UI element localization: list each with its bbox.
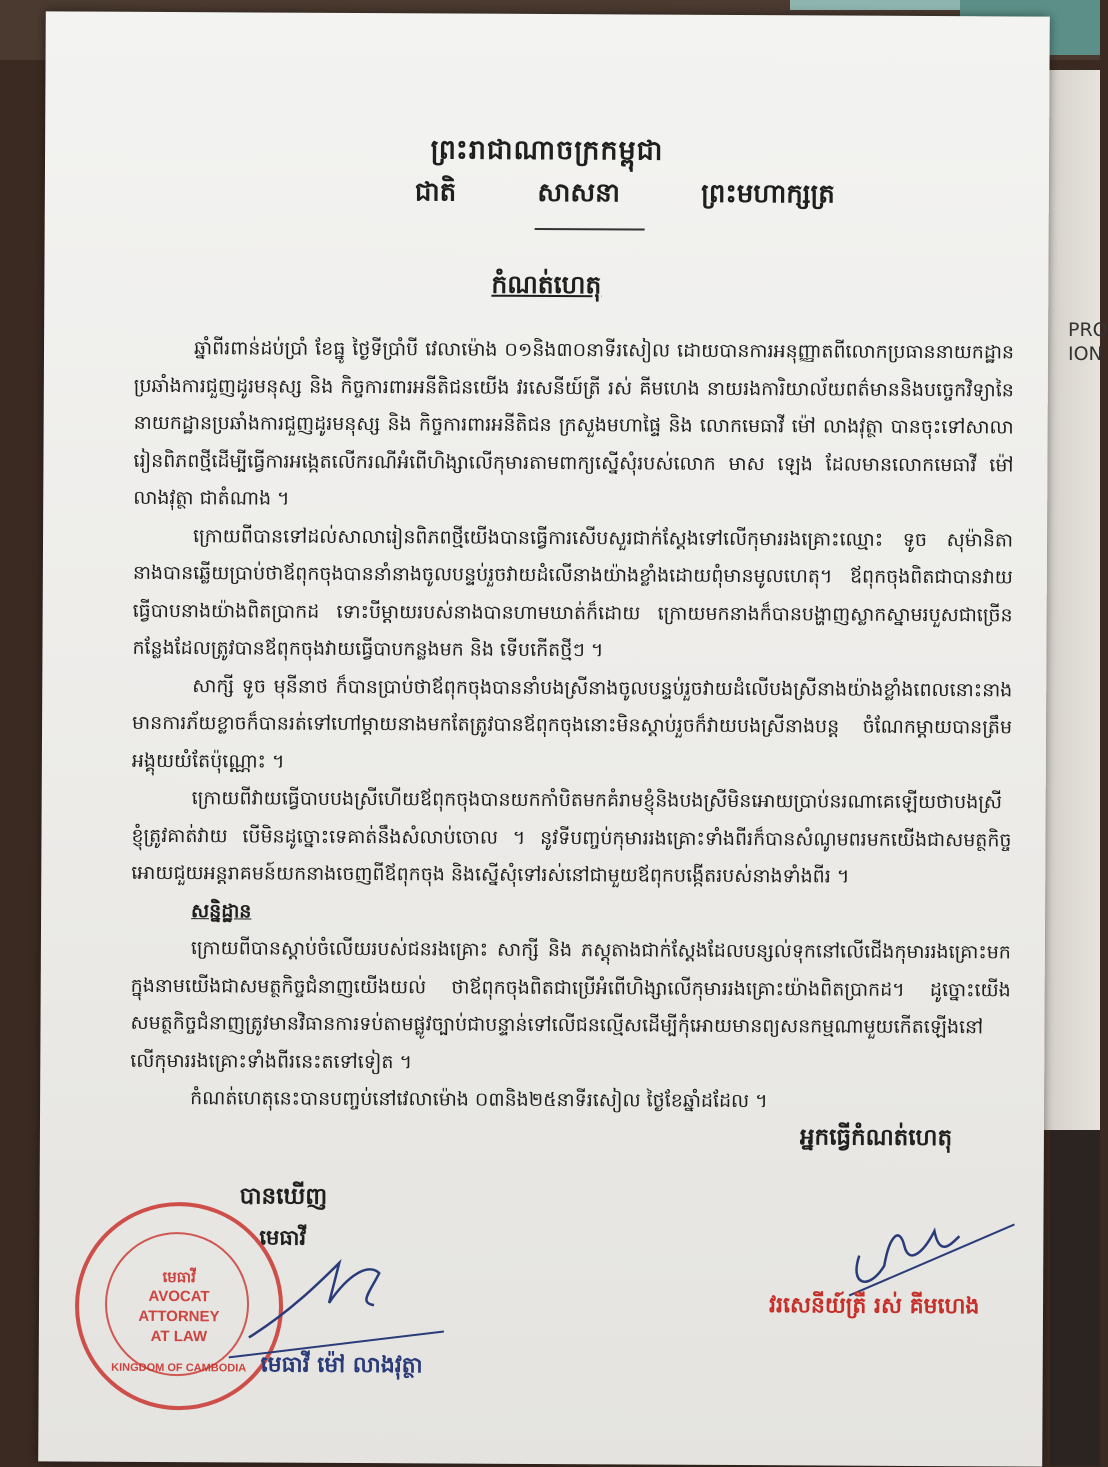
- closing-paragraph: កំណត់ហេតុនេះបានបញ្ចប់នៅវេលាម៉ោង ០៣និង២៥នាទីរសៀល ថ្ងៃខែឆ្នាំដដែល ។: [190, 1087, 768, 1113]
- desk-background: [1050, 1130, 1100, 1466]
- document-body: [130, 330, 1014, 1122]
- lawyer-name: មេធាវី ម៉ៅ លាងវុត្ថា: [260, 1351, 423, 1379]
- body-paragraph: សាក្សី ទូច មុនីនាថ ក៏បានប្រាប់ថាឪពុកចុងបាននាំបងស្រីនាងចូលបន្ទប់រួចវាយដំលើបងស្រីនាងយ៉ាងខ្លាំងពេលនោះនាងមានការភ័យខ្លាចក៏បានរត់ទៅហៅម្តាយនាងមកតែត្រូវបានឪពុកចុងនោះមិនស្តាប់រួចក៏វាយបងស្រីនាងបន្ត ចំណែកម្តាយបានត្រឹមអង្គុយយំតែប៉ុណ្ណោះ ។: [131, 674, 1013, 773]
- officer-name: វរសេនីយ៍ត្រី រស់ គីមហេង: [768, 1292, 980, 1320]
- document-title: កំណត់ហេតុ: [491, 269, 602, 300]
- background-paper-label: PRO ION: [1068, 319, 1108, 365]
- stamp-ring-text: KINGDOM OF CAMBODIA: [111, 1361, 247, 1375]
- stamp-text: ATTORNEY: [138, 1307, 220, 1326]
- motto-word: ជាតិ: [414, 177, 457, 208]
- header-divider: [535, 228, 645, 231]
- stamp-text: AVOCAT: [148, 1287, 210, 1306]
- kingdom-header: ព្រះរាជាណាចក្រកម្ពុជា: [430, 134, 664, 167]
- conclusion-heading: សន្និដ្ឋាន: [191, 899, 252, 922]
- stamp-text: AT LAW: [150, 1327, 208, 1346]
- lawyer-signature: [229, 1242, 460, 1363]
- body-paragraph: ក្រោយពីវាយធ្វើបាបបងស្រីហើយឪពុកចុងបានយកកាំបិតមកគំរាមខ្ញុំនិងបងស្រីមិនអោយប្រាប់នរណាគេឡើយថាបងស្រីខ្ញុំត្រូវគាត់វាយ បើមិនដូច្នោះទេគាត់នឹងសំលាប់ចោល ។ នូវទីបញ្ចប់កុមាររងគ្រោះទាំងពីរក៏បានសំណូមពរមកយើងជាសមត្ថកិច្ចអោយជួយអន្តរាគមន៍យកនាងចេញពីឪពុកចុង និងស្នើសុំទៅរស់នៅជាមួយឪពុកបង្កើតរបស់នាងទាំងពីរ ។: [131, 787, 1012, 888]
- national-motto: [415, 175, 835, 215]
- lawyer-label: មេធាវី: [259, 1224, 307, 1250]
- motto-word: ព្រះមហាក្សត្រ: [701, 178, 835, 210]
- conclusion-paragraph: ក្រោយពីបានស្តាប់ចំលើយរបស់ជនរងគ្រោះ សាក្សី និង ភស្តុតាងជាក់ស្តែងដែលបន្សល់ទុកនៅលើជើងកុមាររងគ្រោះមក ក្នុងនាមយើងជាសមត្ថកិច្ចជំនាញយើងយល់ ថាឪពុកចុងពិតជាប្រើអំពើហិង្សាលើកុមាររងគ្រោះយ៉ាងពិតប្រាកដ។ ដូច្នោះយើងសមត្ថកិច្ចជំនាញត្រូវមានវិធានការទប់តាមផ្លូវច្បាប់ជាបន្ទាន់ទៅលើជនល្មើសដើម្បីកុំអោយមានព្យសនកម្មណាមួយកើតឡើងនៅលើកុមាររងគ្រោះទាំងពីរនេះតទៅទៀត ។: [130, 937, 1011, 1073]
- document-page: [38, 11, 1050, 1466]
- body-paragraph: ក្រោយពីបានទៅដល់សាលារៀនពិភពថ្មីយើងបានធ្វើការសើបសួរជាក់ស្តែងទៅលើកុមាររងគ្រោះឈ្មោះ ទូច សុម៉ានិតា នាងបានឆ្លើយប្រាប់ថាឪពុកចុងបាននាំនាងចូលបន្ទប់រួចវាយដំលើនាងយ៉ាងខ្លាំងដោយពុំមានមូលហេតុ។ ឪពុកចុងពិតជាបានវាយធ្វើបាបនាងយ៉ាងពិតប្រាកដ ទោះបីម្តាយរបស់នាងបានហាមឃាត់ក៏ដោយ ក្រោយមកនាងក៏បានបង្ហាញស្លាកស្នាមរបួសជាច្រើនកន្លែងដែលត្រូវបានឪពុកចុងវាយធ្វើបាបកន្លងមក និង ទើបកើតថ្មីៗ ។: [132, 524, 1014, 662]
- body-paragraph: ឆ្នាំពីរពាន់ដប់ប្រាំ ខែធ្នូ ថ្ងៃទីប្រាំបី វេលាម៉ោង ០១និង៣០នាទីរសៀល ដោយបានការអនុញ្ញាតពីលោកប្រធាននាយកដ្ឋានប្រឆាំងការជួញដូរមនុស្ស និង កិច្ចការពារអនីតិជនយើង វរសេនីយ៍ត្រី រស់ គីមហេង នាយរងការិយាល័យពត៌មាននិងបច្ចេកវិទ្យានៃនាយកដ្ឋានប្រឆាំងការជួញដូរមនុស្ស និង កិច្ចការពារអនីតិជន ក្រសួងមហាផ្ទៃ និង លោកមេធាវី ម៉ៅ លាងវុត្ថា បានចុះទៅសាលារៀនពិភពថ្មីដើម្បីធ្វើការអង្កេតលើករណីអំពើហិង្សាលើកុមារតាមពាក្យស្នើសុំរបស់លោក មាស ឡេង ដែលមានលោកមេធាវី ម៉ៅ លាងវុត្ថា ជាតំណាង ។: [133, 337, 1015, 510]
- motto-word: សាសនា: [537, 177, 620, 209]
- prepared-by-label: អ្នកធ្វើកំណត់ហេតុ: [799, 1123, 953, 1152]
- seen-label: បានឃើញ: [239, 1182, 328, 1210]
- stamp-text: មេធាវី: [162, 1269, 196, 1287]
- officer-signature: [829, 1196, 1020, 1307]
